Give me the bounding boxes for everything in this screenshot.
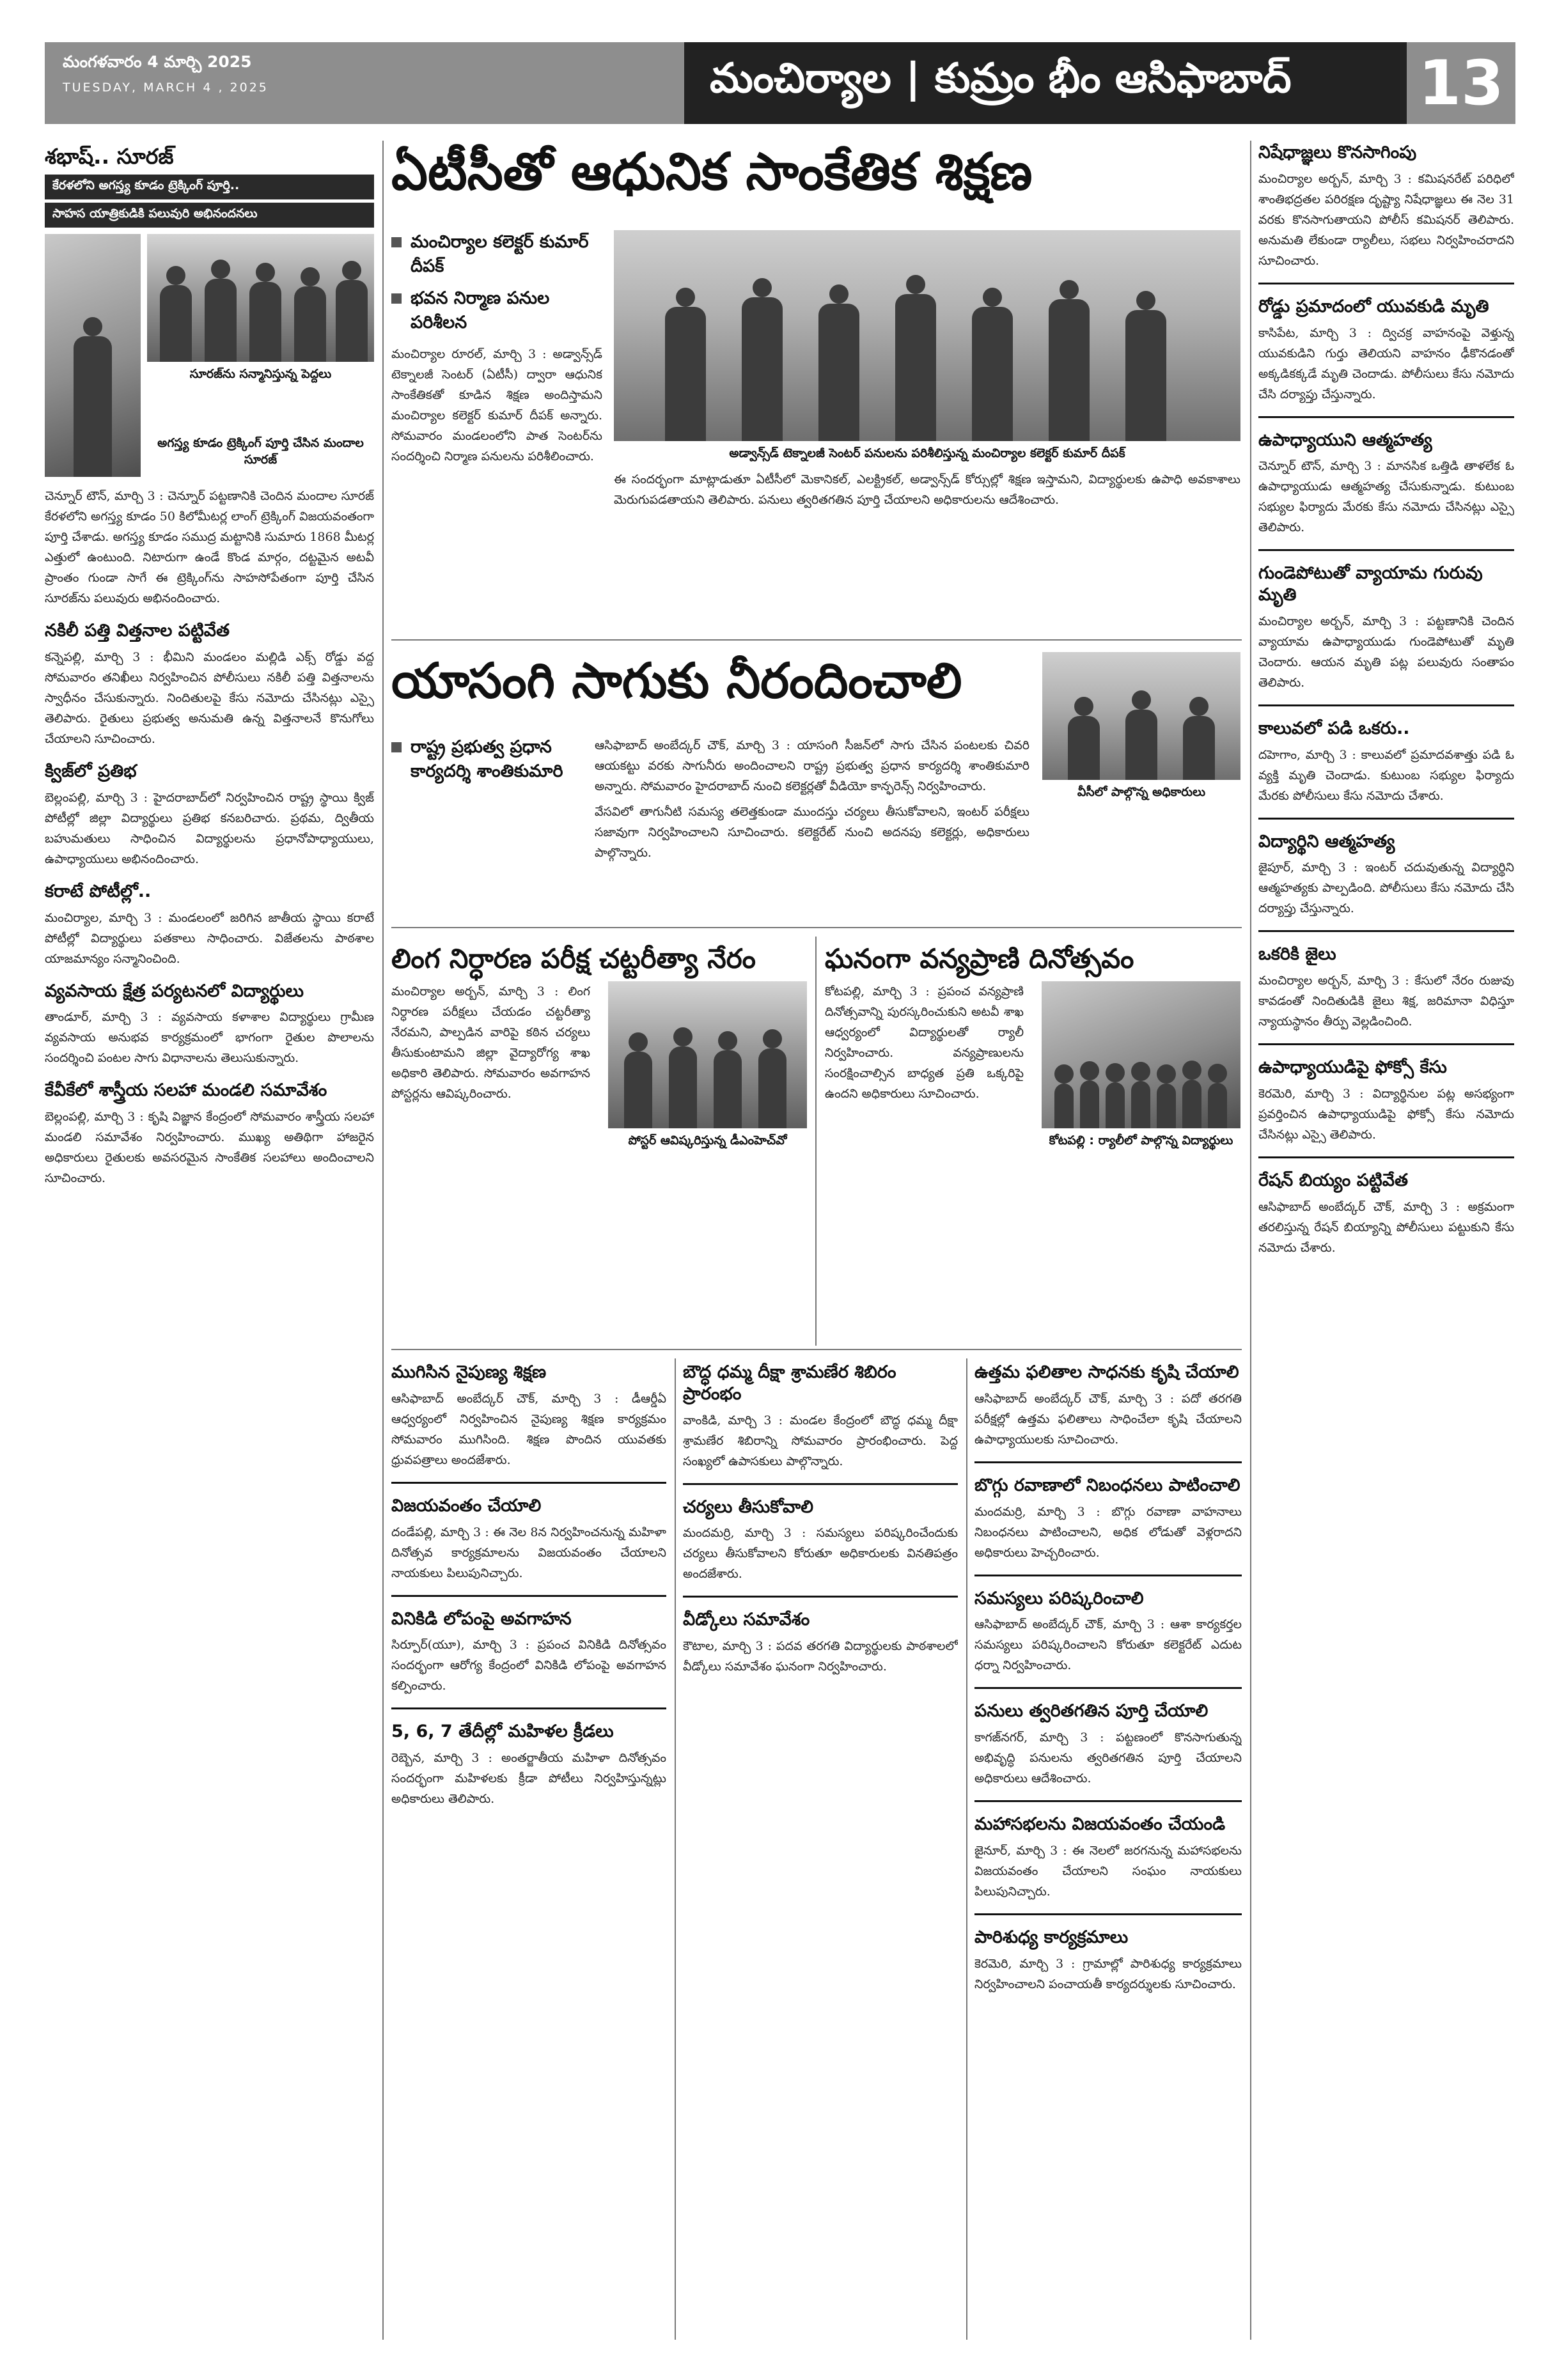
headline: వ్యవసాయ క్షేత్ర పర్యటనలో విద్యార్థులు	[45, 981, 304, 1001]
story2-photo-block	[1042, 652, 1240, 921]
masthead	[45, 42, 1515, 124]
date-telugu: మంగళవారం 4 మార్చి 2025	[63, 52, 252, 71]
brief-body: దహెగాం, మార్చి 3 : కాలువలో ప్రమాదవశాత్తు పడి ఓ వ్యక్తి మృతి చెందాడు. కుటుంబ సభ్యుల ఫిర్యాదు మేరకు పోలీసులు కేసు నమోదు చేశారు.	[1258, 747, 1514, 803]
section-rule	[391, 1349, 1242, 1350]
trekker-photo	[45, 234, 141, 477]
highlight: రాష్ట్ర ప్రభుత్వ ప్రధాన కార్యదర్శి శాంతికుమారి	[391, 735, 583, 784]
brief-headline: సమస్యలు పరిష్కరించాలి	[974, 1588, 1144, 1608]
date-english: TUESDAY, MARCH 4 , 2025	[63, 81, 269, 95]
brief-headline: విద్యార్థిని ఆత్మహత్య	[1258, 831, 1395, 852]
brief-body: జైనూర్, మార్చి 3 : ఈ నెలలో జరగనున్న మహాసభలను విజయవంతం చేయాలని సంఘం నాయకులు పిలుపునిచ్చారు.	[974, 1843, 1242, 1899]
section-title: మంచిర్యాల | కుమ్రం భీం ఆసిఫాబాద్	[684, 42, 1407, 124]
article-body: చెన్నూర్ టౌన్, మార్చి 3 : చెన్నూర్ పట్టణానికి చెందిన మందాల సూరజ్ కేరళలోని అగస్త్య కూడం 50 కిలోమీటర్ల లాంగ్ ట్రెక్కింగ్ విజయవంతంగా పూర్తి చేశాడు. అగస్త్య కూడం సముద్ర మట్టానికి సుమారు 1868 మీటర్ల ఎత్తులో ఉంటుంది. నిటారుగా ఉండే కొండ మార్గం, దట్టమైన అటవీ ప్రాంతం గుండా సాగే ఈ ట్రెక్కింగ్‌ను సాహసోపేతంగా పూర్తి చేసిన సూరజ్‌ను పలువురు అభినందించారు.	[45, 489, 374, 606]
collector-inspection-photo	[614, 230, 1240, 441]
article-body: తాండూర్, మార్చి 3 : వ్యవసాయ కళాశాల విద్యార్థులు గ్రామీణ వ్యవసాయ అనుభవ కార్యక్రమంలో భాగంగా రైతుల పొలాలను సందర్శించి పంటల సాగు విధానాలను తెలుసుకున్నారు.	[45, 1010, 374, 1066]
brief-body: కాగజ్‌నగర్, మార్చి 3 : పట్టణంలో కొనసాగుతున్న అభివృద్ధి పనులను త్వరితగతిన పూర్తి చేయాలని అధికారులు ఆదేశించారు.	[974, 1731, 1242, 1785]
article-body: కన్నెపల్లి, మార్చి 3 : భీమిని మండలం మల్లిడి ఎక్స్ రోడ్డు వద్ద సోమవారం తనిఖీలు నిర్వహించిన పోలీసులు నకిలీ పత్తి విత్తనాలను స్వాధీనం చేసుకున్నారు. నిందితులపై కేసు నమోదు చేసినట్లు ఎస్సై తెలిపారు. రైతులు ప్రభుత్వ అనుమతి ఉన్న విత్తనాలనే కొనుగోలు చేయాలని సూచించారు.	[45, 650, 374, 746]
highlight: భవన నిర్మాణ పనుల పరిశీలన	[391, 286, 602, 335]
brief-headline: ఉపాధ్యాయుడిపై ఫోక్సో కేసు	[1258, 1057, 1447, 1077]
article-body: ఈ సందర్భంగా మాట్లాడుతూ ఏటీసీలో మెకానికల్, ఎలక్ట్రికల్, అడ్వాన్స్‌డ్ కోర్సుల్లో శిక్షణ ఇస్తామని, విద్యార్థులకు ఉపాధి అవకాశాలు మెరుగుపడతాయని తెలిపారు. పనులు త్వరితగతిన పూర్తి చేయాలని అధికారులను ఆదేశించారు.	[614, 472, 1240, 507]
story2-body	[595, 735, 1029, 921]
section-rule	[391, 927, 1242, 928]
section-rule	[391, 639, 1242, 641]
article-body: ఆసిఫాబాద్ అంబేద్కర్ చౌక్, మార్చి 3 : యాసంగి సీజన్‌లో సాగు చేసిన పంటలకు చివరి ఆయకట్టు వరకు సాగునీరు అందించాలని రాష్ట్ర ప్రభుత్వ ప్రధాన కార్యదర్శి శాంతికుమారి అన్నారు. సోమవారం హైదరాబాద్ నుంచి కలెక్టర్లతో వీడియో కాన్ఫరెన్స్ నిర్వహించారు.	[595, 738, 1029, 793]
brief-headline: ఒకరికి జైలు	[1258, 944, 1336, 965]
photo-caption: అడ్వాన్స్‌డ్ టెక్నాలజీ సెంటర్ పనులను పరిశీలిస్తున్న మంచిర్యాల కలెక్టర్ కుమార్ దీపక్	[729, 446, 1125, 460]
brief-body: కెరమెరి, మార్చి 3 : గ్రామాల్లో పారిశుధ్య కార్యక్రమాలు నిర్వహించాలని పంచాయతీ కార్యదర్శులకు సూచించారు.	[974, 1956, 1242, 1991]
brief-body: మంచిర్యాల అర్బన్, మార్చి 3 : కమిషనరేట్ పరిధిలో శాంతిభద్రతల పరిరక్షణ దృష్ట్యా నిషేధాజ్ఞలు ఈ నెల 31 వరకు కొనసాగుతాయని పోలీస్ కమిషనర్ తెలిపారు. అనుమతి లేకుండా ర్యాలీలు, సభలు నిర్వహించరాదని సూచించారు.	[1258, 171, 1514, 268]
brief-body: మందమర్రి, మార్చి 3 : సమస్యలు పరిష్కరించేందుకు చర్యలు తీసుకోవాలని కోరుతూ అధికారులకు వినతిపత్రం అందజేశారు.	[683, 1526, 958, 1582]
brief-body: ఆసిఫాబాద్ అంబేద్కర్ చౌక్, మార్చి 3 : అక్రమంగా తరలిస్తున్న రేషన్ బియ్యాన్ని పోలీసులు పట్టుకుని కేసు నమోదు చేశారు.	[1258, 1199, 1514, 1255]
photo-caption: వీసీలో పాల్గొన్న అధికారులు	[1077, 785, 1206, 799]
brief-headline: పారిశుధ్య కార్యక్రమాలు	[974, 1927, 1129, 1947]
briefs-column-2	[683, 1362, 958, 2340]
article-body: మంచిర్యాల, మార్చి 3 : మండలంలో జరిగిన జాతీయ స్థాయి కరాటే పోటీల్లో విద్యార్థులు పతకాలు సాధించారు. విజేతలను పాఠశాల యాజమాన్యం సన్మానించింది.	[45, 910, 374, 966]
page-number: 13	[1407, 42, 1515, 124]
brief-headline: గుండెపోటుతో వ్యాయామ గురువు మృతి	[1258, 563, 1483, 605]
article-body: బెల్లంపల్లి, మార్చి 3 : హైదరాబాద్‌లో నిర్వహించిన రాష్ట్ర స్థాయి క్విజ్ పోటీల్లో జిల్లా విద్యార్థులు ప్రతిభ కనబరిచారు. ప్రథమ, ద్వితీయ బహుమతులు సాధించిన విద్యార్థులను ప్రధానోపాధ్యాయులు, ఉపాధ్యాయులు అభినందించారు.	[45, 790, 374, 866]
photo-caption: అగస్త్య కూడం ట్రెక్కింగ్ పూర్తి చేసిన మందాల సూరజ్	[157, 436, 364, 467]
headline-wildlife-day: ఘనంగా వన్యప్రాణి దినోత్సవం	[825, 943, 1134, 974]
masthead-date	[45, 42, 684, 124]
brief-body: కాసిపేట, మార్చి 3 : ద్విచక్ర వాహనంపై వెళ్తున్న యువకుడిని గుర్తు తెలియని వాహనం ఢీకొనడంతో అక్కడికక్కడే మృతి చెందాడు. పోలీసులు కేసు నమోదు చేసి దర్యాప్తు చేస్తున్నారు.	[1258, 325, 1514, 401]
brief-body: వాంకిడి, మార్చి 3 : మండల కేంద్రంలో బౌద్ధ ధమ్మ దీక్షా శ్రామణేర శిబిరాన్ని సోమవారం ప్రారంభించారు. పెద్ద సంఖ్యలో ఉపాసకులు పాల్గొన్నారు.	[683, 1413, 958, 1468]
headline: క్విజ్‌లో ప్రతిభ	[45, 761, 137, 781]
brief-body: దండేపల్లి, మార్చి 3 : ఈ నెల 8న నిర్వహించనున్న మహిళా దినోత్సవ కార్యక్రమాలను విజయవంతం చేయాలని నాయకులు పిలుపునిచ్చారు.	[391, 1525, 666, 1580]
brief-body: రెబ్బెన, మార్చి 3 : అంతర్జాతీయ మహిళా దినోత్సవం సందర్భంగా మహిళలకు క్రీడా పోటీలు నిర్వహిస్తున్నట్లు అధికారులు తెలిపారు.	[391, 1751, 666, 1806]
highlight: మంచిర్యాల కలెక్టర్ కుమార్ దీపక్	[391, 230, 602, 279]
brief-headline: పనులు త్వరితగతిన పూర్తి చేయాలి	[974, 1701, 1209, 1722]
story4	[825, 940, 1240, 1342]
article-body: బెల్లంపల్లి, మార్చి 3 : కృషి విజ్ఞాన కేంద్రంలో సోమవారం శాస్త్రీయ సలహా మండలి సమావేశం నిర్వహించారు. ముఖ్య అతిథిగా హాజరైన అధికారులు రైతులకు అవసరమైన సాంకేతిక సలహాలు అందించాలని సూచించారు.	[45, 1110, 374, 1185]
brief-headline: ఉపాధ్యాయుని ఆత్మహత్య	[1258, 430, 1432, 450]
subhead: కేరళలోని అగస్త్య కూడం ట్రెక్కింగ్ పూర్తి..	[45, 175, 374, 199]
briefs-column-3	[974, 1362, 1242, 2340]
brief-headline: మహాసభలను విజయవంతం చేయండి	[974, 1814, 1226, 1834]
story1-left	[391, 230, 602, 626]
subhead: సాహస యాత్రికుడికి పలువురి అభినందనలు	[45, 203, 374, 228]
photo-caption: కోటపల్లి : ర్యాలీలో పాల్గొన్న విద్యార్థులు	[1049, 1133, 1233, 1147]
brief-body: సిర్పూర్(యూ), మార్చి 3 : ప్రపంచ వినికిడి దినోత్సవం సందర్భంగా ఆరోగ్య కేంద్రంలో వినికిడి లోపంపై అవగాహన కల్పించారు.	[391, 1638, 666, 1693]
brief-body: జైపూర్, మార్చి 3 : ఇంటర్ చదువుతున్న విద్యార్థిని ఆత్మహత్యకు పాల్పడింది. పోలీసులు కేసు నమోదు చేసి దర్యాప్తు చేస్తున్నారు.	[1258, 860, 1514, 916]
video-conference-photo	[1042, 652, 1240, 780]
brief-body: చెన్నూర్ టౌన్, మార్చి 3 : మానసిక ఒత్తిడి తాళలేక ఓ ఉపాధ్యాయుడు ఆత్మహత్య చేసుకున్నాడు. కుటుంబ సభ్యుల ఫిర్యాదు మేరకు కేసు నమోదు చేసినట్లు ఎస్సై తెలిపారు.	[1258, 459, 1514, 535]
brief-headline: 5, 6, 7 తేదీల్లో మహిళల క్రీడలు	[391, 1722, 614, 1742]
brief-body: మందమర్రి, మార్చి 3 : బొగ్గు రవాణా వాహనాలు నిబంధనలు పాటించాలని, అధిక లోడుతో వెళ్లరాదని అధికారులు హెచ్చరించారు.	[974, 1504, 1242, 1560]
headline-gender-test: లింగ నిర్ధారణ పరీక్ష చట్టరీత్యా నేరం	[391, 943, 756, 974]
poster-launch-photo	[608, 981, 807, 1128]
photo-caption: సూరజ్‌ను సన్మానిస్తున్న పెద్దలు	[189, 367, 332, 382]
article-body: మంచిర్యాల రూరల్, మార్చి 3 : అడ్వాన్స్‌డ్ టెక్నాలజీ సెంటర్ (ఏటీసీ) ద్వారా ఆధునిక సాంకేతికతో కూడిన శిక్షణ అందిస్తామని మంచిర్యాల కలెక్టర్ కుమార్ దీపక్ అన్నారు. సోమవారం మండలంలోని పాత సెంటర్‌ను సందర్శించి నిర్మాణ పనులను పరిశీలించారు.	[391, 347, 602, 463]
brief-headline: ఉత్తమ ఫలితాల సాధనకు కృషి చేయాలి	[974, 1362, 1239, 1382]
brief-headline: విజయవంతం చేయాలి	[391, 1495, 542, 1516]
brief-body: మంచిర్యాల అర్బన్, మార్చి 3 : పట్టణానికి చెందిన వ్యాయామ ఉపాధ్యాయుడు గుండెపోటుతో మృతి చెందారు. ఆయన మృతి పట్ల పలువురు సంతాపం తెలిపారు.	[1258, 614, 1514, 690]
brief-headline: నిషేధాజ్ఞలు కొనసాగింపు	[1258, 143, 1417, 162]
brief-headline: బౌద్ధ ధమ్మ దీక్షా శ్రామణేర శిబిరం ప్రారంభం	[683, 1362, 896, 1404]
photo-caption: పోస్టర్ ఆవిష్కరిస్తున్న డీఎంహెచ్‌వో	[628, 1133, 787, 1147]
brief-headline: రోడ్డు ప్రమాదంలో యువకుడి మృతి	[1258, 296, 1489, 316]
headline: కేవీకేలో శాస్త్రీయ సలహా మండలి సమావేశం	[45, 1080, 327, 1101]
headline-suraj: శభాష్.. సూరజ్	[45, 144, 174, 169]
brief-headline: వీడ్కోలు సమావేశం	[683, 1610, 810, 1630]
story3	[391, 940, 807, 1342]
column-rule	[966, 1358, 967, 2340]
rally-photo	[1042, 981, 1240, 1128]
headline: కరాటే పోటీల్లో..	[45, 881, 152, 901]
headline-yasangi: యాసంగి సాగుకు నీరందించాలి	[391, 652, 962, 709]
right-column	[1258, 141, 1514, 2340]
column-rule	[382, 141, 384, 2340]
column-rule	[675, 1358, 676, 2340]
story2-left	[391, 735, 583, 921]
column-rule	[1250, 141, 1251, 2340]
headline: నకిలీ పత్తి విత్తనాల పట్టివేత	[45, 621, 230, 641]
article-body: కోటపల్లి, మార్చి 3 : ప్రపంచ వన్యప్రాణి దినోత్సవాన్ని పురస్కరించుకుని అటవీ శాఖ ఆధ్వర్యంలో విద్యార్థులతో ర్యాలీ నిర్వహించారు. వన్యప్రాణులను సంరక్షించాల్సిన బాధ్యత ప్రతి ఒక్కరిపై ఉందని అధికారులు సూచించారు.	[825, 984, 1024, 1101]
story1-right	[614, 230, 1240, 626]
article-body: మంచిర్యాల అర్బన్, మార్చి 3 : లింగ నిర్ధారణ పరీక్షలు చేయడం చట్టరీత్యా నేరమని, పాల్పడిన వారిపై కఠిన చర్యలు తీసుకుంటామని జిల్లా వైద్యారోగ్య శాఖ అధికారి తెలిపారు. సోమవారం అవగాహన పోస్టర్లను ఆవిష్కరించారు.	[391, 984, 590, 1101]
brief-body: ఆసిఫాబాద్ అంబేద్కర్ చౌక్, మార్చి 3 : డీఆర్డీఏ ఆధ్వర్యంలో నిర్వహించిన నైపుణ్య శిక్షణ కార్యక్రమం సోమవారం ముగిసింది. శిక్షణ పొందిన యువతకు ధ్రువపత్రాలు అందజేశారు.	[391, 1391, 666, 1467]
briefs-column-1	[391, 1362, 666, 2340]
brief-body: మంచిర్యాల అర్బన్, మార్చి 3 : కేసులో నేరం రుజువు కావడంతో నిందితుడికి జైలు శిక్ష, జరిమానా విధిస్తూ న్యాయస్థానం తీర్పు వెల్లడించింది.	[1258, 974, 1514, 1029]
felicitation-photo	[147, 234, 374, 362]
brief-headline: బొగ్గు రవాణాలో నిబంధనలు పాటించాలి	[974, 1475, 1240, 1495]
left-column	[45, 141, 374, 2340]
brief-headline: ముగిసిన నైపుణ్య శిక్షణ	[391, 1362, 547, 1382]
brief-headline: చర్యలు తీసుకోవాలి	[683, 1497, 814, 1517]
brief-body: కౌటాల, మార్చి 3 : పదవ తరగతి విద్యార్థులకు పాఠశాలలో వీడ్కోలు సమావేశం ఘనంగా నిర్వహించారు.	[683, 1639, 958, 1674]
brief-body: ఆసిఫాబాద్ అంబేద్కర్ చౌక్, మార్చి 3 : ఆశా కార్యకర్తల సమస్యలు పరిష్కరించాలని కోరుతూ కలెక్టరేట్ ఎదుట ధర్నా నిర్వహించారు.	[974, 1617, 1242, 1673]
lead-headline: ఏటీసీతో ఆధునిక సాంకేతిక శిక్షణ	[391, 142, 1033, 201]
column-rule	[815, 937, 817, 1346]
brief-headline: రేషన్ బియ్యం పట్టివేత	[1258, 1170, 1408, 1190]
brief-headline: కాలువలో పడి ఒకరు..	[1258, 718, 1410, 738]
brief-headline: వినికిడి లోపంపై అవగాహన	[391, 1608, 572, 1629]
article-body: వేసవిలో తాగునీటి సమస్య తలెత్తకుండా ముందస్తు చర్యలు తీసుకోవాలని, ఇంటర్ పరీక్షలు సజావుగా నిర్వహించాలని సూచించారు. కలెక్టరేట్ నుంచి అదనపు కలెక్టర్లు, అధికారులు పాల్గొన్నారు.	[595, 805, 1029, 860]
brief-body: ఆసిఫాబాద్ అంబేద్కర్ చౌక్, మార్చి 3 : పదో తరగతి పరీక్షల్లో ఉత్తమ ఫలితాలు సాధించేలా కృషి చేయాలని ఉపాధ్యాయులకు సూచించారు.	[974, 1391, 1242, 1447]
brief-body: కెరమెరి, మార్చి 3 : విద్యార్థినుల పట్ల అసభ్యంగా ప్రవర్తించిన ఉపాధ్యాయుడిపై ఫోక్సో కేసు నమోదు చేసినట్లు ఎస్సై తెలిపారు.	[1258, 1086, 1514, 1142]
